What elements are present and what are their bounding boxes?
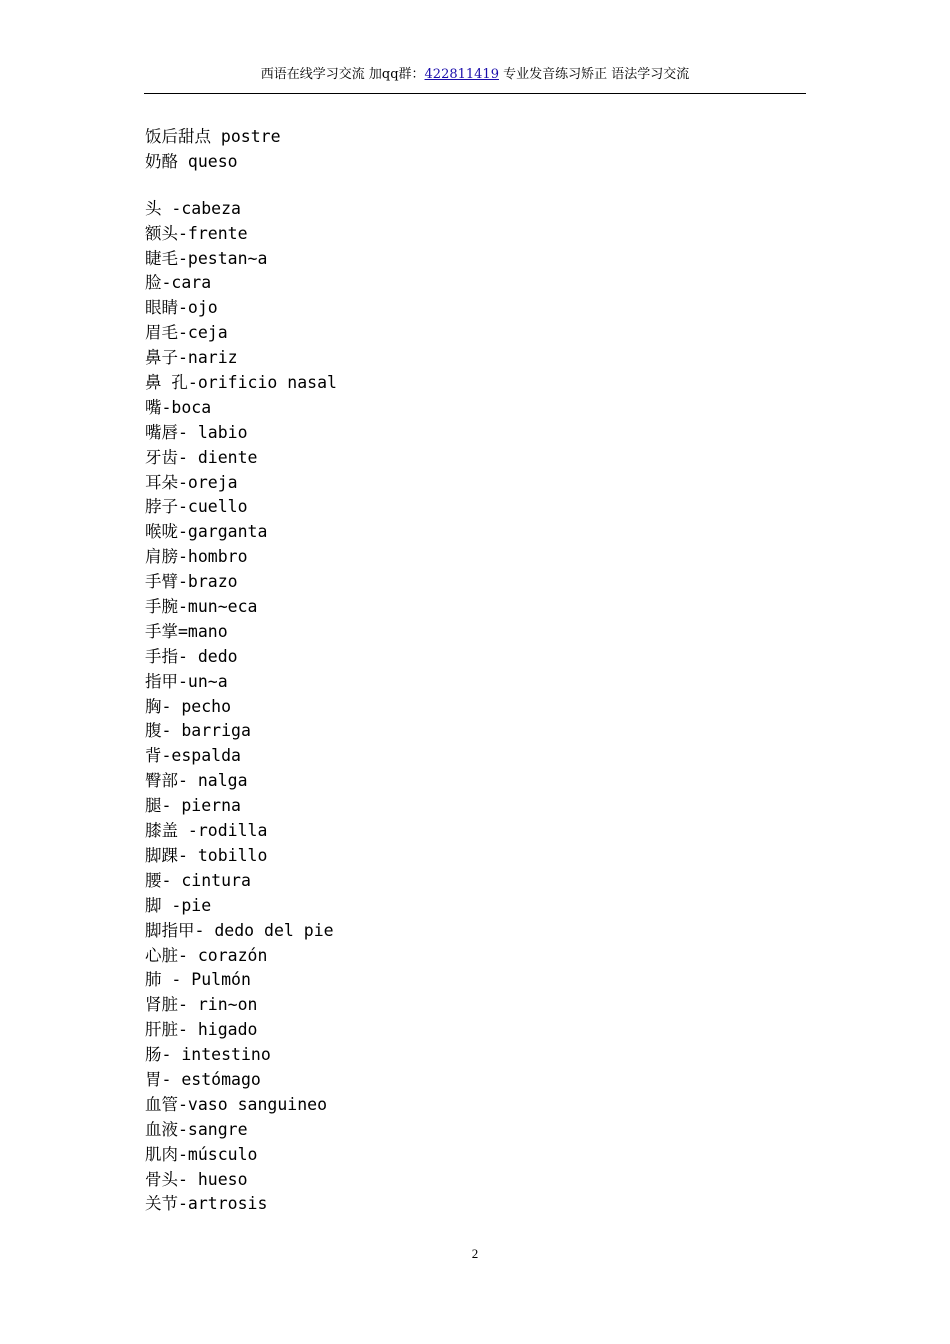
vocabulary-entry: 肾脏- rin~on [145,995,258,1015]
vocabulary-entry: 骨头- hueso [145,1169,248,1189]
vocabulary-entry: 肺 - Pulmón [145,970,251,990]
vocabulary-entry: 手掌=mano [145,621,228,641]
vocabulary-entry: 血管-vaso sanguineo [145,1094,328,1114]
vocabulary-entry: 肝脏- higado [145,1020,258,1040]
body-parts-vocabulary-group [145,197,785,1218]
vocabulary-entry: 腹- barriga [145,721,251,741]
vocabulary-entry: 脖子-cuello [145,497,248,517]
vocabulary-entry: 鼻 孔-orificio nasal [145,373,337,393]
qq-group-link[interactable]: 422811419 [424,67,499,82]
vocabulary-entry: 奶酪 queso [145,151,238,171]
vocabulary-list [145,125,785,1217]
vocabulary-entry: 肌肉-músculo [145,1144,258,1164]
vocabulary-entry: 饭后甜点 postre [145,127,281,146]
paragraph-gap [145,175,785,197]
page-number: 2 [471,1246,479,1261]
vocabulary-entry: 手腕-mun~eca [145,597,258,617]
vocabulary-entry: 牙齿- diente [145,447,258,467]
header-divider [144,93,806,94]
vocabulary-entry: 指甲-un~a [145,671,228,691]
vocabulary-entry: 肩膀-hombro [145,547,248,567]
vocabulary-entry: 头 -cabeza [145,198,241,218]
vocabulary-entry: 眼睛-ojo [145,298,218,318]
vocabulary-entry: 睫毛-pestan~a [145,248,268,268]
vocabulary-entry: 腿- pierna [145,796,241,816]
vocabulary-entry: 脚踝- tobillo [145,845,268,865]
vocabulary-entry: 背-espalda [145,746,241,766]
vocabulary-entry: 眉毛-ceja [145,323,228,343]
vocabulary-entry: 腰- cintura [145,870,251,890]
vocabulary-entry: 脚指甲- dedo del pie [145,920,334,940]
vocabulary-entry: 臀部- nalga [145,771,248,791]
vocabulary-entry: 肠- intestino [145,1045,271,1065]
vocabulary-entry: 胃- estómago [145,1069,261,1089]
header-text-after: 专业发音练习矫正 语法学习交流 [498,67,690,82]
vocabulary-entry: 嘴-boca [145,397,212,417]
vocabulary-entry: 手臂-brazo [145,572,238,592]
vocabulary-entry: 耳朵-oreja [145,472,238,492]
vocabulary-entry: 喉咙-garganta [145,522,268,542]
page-header [144,64,806,86]
vocabulary-entry: 血液-sangre [145,1119,248,1139]
vocabulary-entry: 关节-artrosis [145,1194,268,1214]
food-vocabulary-group [145,125,785,175]
vocabulary-entry: 脸-cara [145,273,212,293]
vocabulary-entry: 额头-frente [145,223,248,243]
header-text-before: 西语在线学习交流 加qq群： [260,67,425,82]
vocabulary-entry: 胸- pecho [145,696,232,716]
vocabulary-entry: 手指- dedo [145,646,238,666]
vocabulary-entry: 嘴唇- labio [145,422,248,442]
vocabulary-entry: 鼻子-nariz [145,348,238,368]
vocabulary-entry: 心脏- corazón [145,945,268,965]
vocabulary-entry: 膝盖 -rodilla [145,821,268,841]
vocabulary-entry: 脚 -pie [145,895,212,915]
